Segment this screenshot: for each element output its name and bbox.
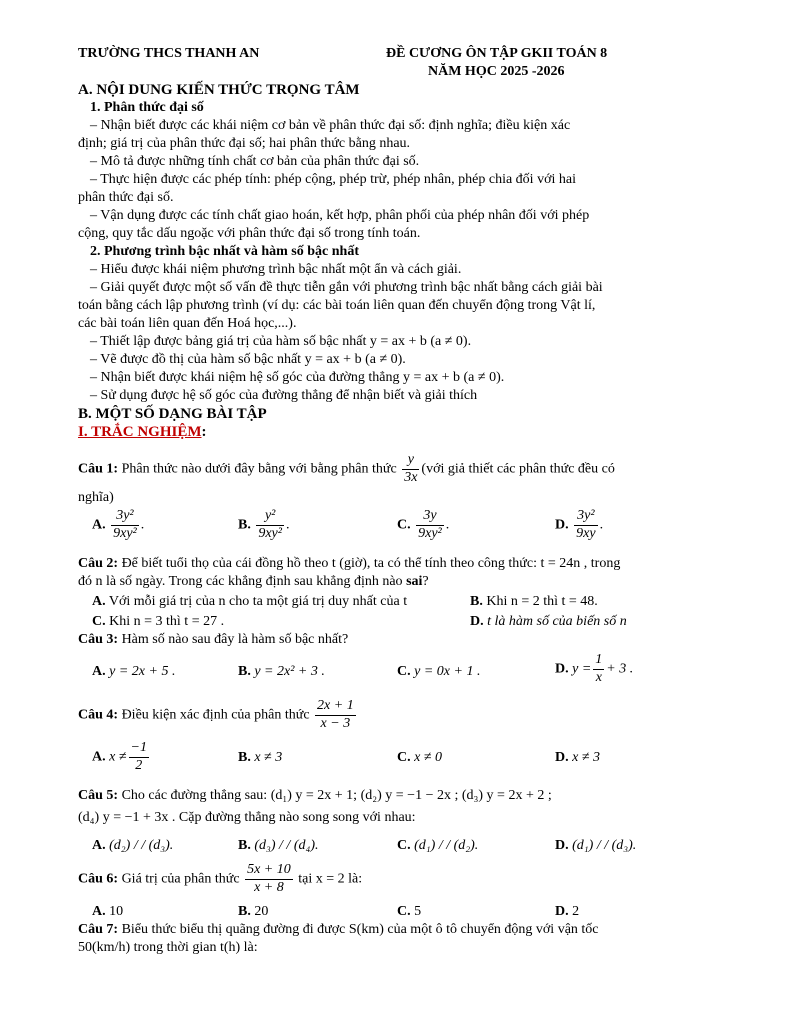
part1-line: – Thực hiện được các phép tính: phép cộng, phép trừ, phép nhân, phép chia đối với hai [90,172,576,187]
part2-line: – Sử dụng được hệ số góc của đường thẳng để nhận biết và giải thích [90,388,478,403]
q1-option-b[interactable]: B. $\frac{\text{y²}}{\text{9xy²}}$ . [238,508,290,541]
question-6: Câu 6: Giá trị của phân thức $\frac{5x + 10}{x + 8}$ tại x = 2 là: [78,862,363,895]
question-7-line2: 50(km/h) trong thời gian t(h) là: [78,940,258,955]
question-3: Câu 3: Hàm số nào sau đây là hàm số bậc nhất? [78,632,349,647]
q1-option-d[interactable]: D. $\frac{\text{3y²}}{9xy}$ . [555,508,604,541]
question-7: Câu 7: Biểu thức biểu thị quãng đường đi được S(km) của một ô tô chuyển động với vận tốc [78,922,599,937]
q4-option-b[interactable]: B. x ≠ 3 [238,750,283,765]
q3-option-b[interactable]: B. y = 2x² + 3 . [238,664,325,679]
q3-option-a[interactable]: A. y = 2x + 5 . [92,664,176,679]
school-name: TRƯỜNG THCS THANH AN [78,46,260,61]
part2-title: 2. Phương trình bậc nhất và hàm số bậc nhất [90,244,359,259]
part1-line: – Vận dụng được các tính chất giao hoán, kết hợp, phân phối của phép nhân đối với phép [90,208,590,223]
part1-line: phân thức đại số. [78,190,174,205]
document-title: ĐỀ CƯƠNG ÔN TẬP GKII TOÁN 8 [386,46,608,61]
q2-option-b[interactable]: B. Khi n = 2 thì t = 48. [470,594,598,609]
question-2: Câu 2: Để biết tuổi thọ của cái đồng hồ theo t (giờ), ta có thể tính theo công thức: t = 24n , trong [78,556,621,571]
question-5: Câu 5: Cho các đường thẳng sau: (d₁) y = 2x + 1; (d₂) y = −1 − 2x ; (d₃) y = 2x + 2 ; [78,788,552,803]
part2-line: – Giải quyết được một số vấn đề thực tiễn gắn với phương trình bậc nhất bằng cách giải bài [90,280,603,295]
question-5-line2: (d₄) y = −1 + 3x . Cặp đường thẳng nào song song với nhau: [78,810,416,825]
q5-option-a[interactable]: A. (d₂) / / (d₃). [92,838,174,853]
q3-option-d[interactable]: D. y = $\frac{1}{x}$ + 3 . [555,652,634,685]
question-4: Câu 4: Điều kiện xác định của phân thức $\frac{2x + 1}{x - 3}$ [78,698,354,731]
section-a-heading: A. NỘI DUNG KIẾN THỨC TRỌNG TÂM [78,82,360,98]
q6-option-c[interactable]: C. 5 [397,904,422,919]
q6-option-a[interactable]: A. 10 [92,904,124,919]
section-b-subheading: I. TRẮC NGHIỆM: [78,424,207,440]
q2-option-a[interactable]: A. Với mỗi giá trị của n cho ta một giá trị duy nhất của t [92,594,408,609]
part1-title: 1. Phân thức đại số [90,100,204,115]
part1-line: cộng, quy tắc dấu ngoặc với phân thức đại số trong tính toán. [78,226,421,241]
q6-option-b[interactable]: B. 20 [238,904,269,919]
q5-option-d[interactable]: D. (d₁) / / (d₃). [555,838,637,853]
q1-fraction: $\frac{y}{3x}$ [404,452,418,485]
q4-option-a[interactable]: A. x ≠ $\frac{-1}{2}$ [92,740,147,773]
q6-option-d[interactable]: D. 2 [555,904,580,919]
part1-line: – Nhận biết được các khái niệm cơ bản về phân thức đại số: định nghĩa; điều kiện xác [90,118,571,133]
q2-option-c[interactable]: C. Khi n = 3 thì t = 27 . [92,614,225,629]
section-b-heading: B. MỘT SỐ DẠNG BÀI TẬP [78,406,267,422]
part1-line: – Mô tả được những tính chất cơ bản của phân thức đại số. [90,154,420,169]
part2-line: – Hiểu được khái niệm phương trình bậc nhất một ẩn và cách giải. [90,262,462,277]
question-1: Câu 1: Phân thức nào dưới đây bằng với bằng phân thức $\frac{y}{3x}$ (với giả thiết các phân thức đều có [78,452,615,485]
part2-line: các bài toán liên quan đến Hoá học,...). [78,316,297,331]
part2-line: toán bằng cách lập phương trình (ví dụ: các bài toán liên quan đến chuyển động trong Vật lí, [78,298,596,313]
part1-line: định; giá trị của phân thức đại số; hai phân thức bằng nhau. [78,136,411,151]
question-2-line2: đó n là số ngày. Trong các khẳng định sau khẳng định nào sai? [78,574,429,589]
q4-option-c[interactable]: C. x ≠ 0 [397,750,443,765]
q5-option-c[interactable]: C. (d₁) / / (d₂). [397,838,479,853]
q1-option-c[interactable]: C. $\frac{3y}{\text{9xy²}}$ . [397,508,450,541]
question-1-tail: nghĩa) [78,490,114,505]
q4-option-d[interactable]: D. x ≠ 3 [555,750,601,765]
q3-option-c[interactable]: C. y = 0x + 1 . [397,664,481,679]
school-year: NĂM HỌC 2025 -2026 [428,64,565,79]
part2-line: – Vẽ được đồ thị của hàm số bậc nhất y = ax + b (a ≠ 0). [90,352,406,367]
q5-option-b[interactable]: B. (d₃) / / (d₄). [238,838,319,853]
part2-line: – Thiết lập được bảng giá trị của hàm số bậc nhất y = ax + b (a ≠ 0). [90,334,472,349]
q1-option-a[interactable]: A. $\frac{\text{3y²}}{\text{9xy²}}$ . [92,508,145,541]
q2-option-d[interactable]: D. t là hàm số của biến số n [470,614,627,629]
part2-line: – Nhận biết được khái niệm hệ số góc của đường thẳng y = ax + b (a ≠ 0). [90,370,505,385]
